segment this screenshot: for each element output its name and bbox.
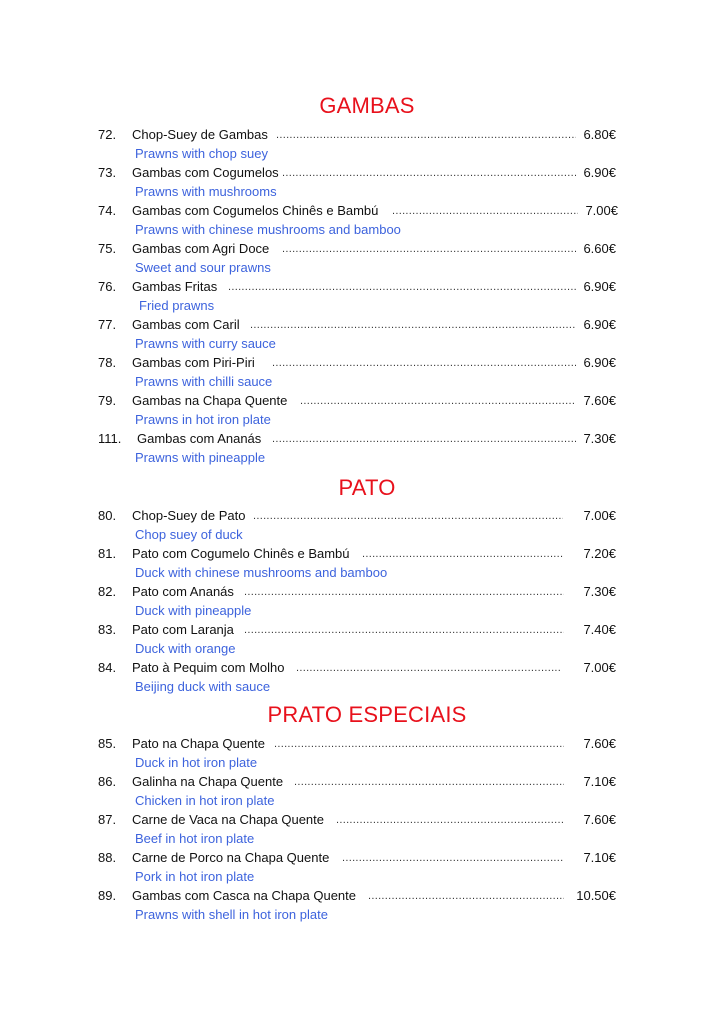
item-number: 75. — [98, 241, 117, 256]
item-translation: Prawns with chilli sauce — [135, 374, 273, 389]
item-price: 7.40€ — [583, 622, 616, 637]
item-name: Pato na Chapa Quente — [132, 736, 265, 751]
item-price: 7.10€ — [583, 850, 616, 865]
item-price: 6.90€ — [583, 165, 616, 180]
leader-dots — [272, 430, 576, 448]
item-number: 79. — [98, 393, 117, 408]
section-title-prato-especiais: PRATO ESPECIAIS — [267, 702, 467, 727]
item-number: 72. — [98, 127, 117, 142]
item-price: 7.30€ — [583, 584, 616, 599]
item-number: 111. — [98, 431, 122, 446]
section-title-gambas: GAMBAS — [319, 93, 415, 118]
item-translation: Pork in hot iron plate — [135, 869, 255, 884]
menu-item — [98, 735, 628, 773]
leader-dots — [276, 126, 576, 144]
menu-item — [98, 811, 628, 849]
item-translation: Beef in hot iron plate — [135, 831, 255, 846]
item-number: 82. — [98, 584, 117, 599]
leader-dots — [362, 545, 563, 563]
menu-item — [98, 659, 628, 697]
menu-item — [98, 887, 628, 925]
item-number: 89. — [98, 888, 117, 903]
item-name: Gambas com Casca na Chapa Quente — [132, 888, 357, 903]
leader-dots — [282, 240, 576, 258]
item-price: 7.20€ — [583, 546, 616, 561]
leader-dots — [294, 773, 564, 791]
item-translation: Chicken in hot iron plate — [135, 793, 275, 808]
item-price: 7.30€ — [583, 431, 616, 446]
section-title-pato: PATO — [338, 475, 396, 500]
menu-item — [98, 545, 628, 583]
item-name: Gambas com Ananás — [137, 431, 262, 446]
leader-dots — [300, 392, 576, 410]
item-name: Galinha na Chapa Quente — [132, 774, 284, 789]
menu-item — [98, 202, 628, 240]
item-translation: Prawns with mushrooms — [135, 184, 277, 199]
leader-dots — [244, 621, 564, 639]
leader-dots — [336, 811, 564, 829]
menu-item — [98, 278, 628, 316]
item-translation: Beijing duck with sauce — [135, 679, 271, 694]
leader-dots — [244, 583, 564, 601]
item-translation: Duck with chinese mushrooms and bamboo — [135, 565, 388, 580]
item-name: Gambas com Caril — [132, 317, 240, 332]
item-number: 85. — [98, 736, 117, 751]
item-translation: Duck with pineapple — [135, 603, 252, 618]
leader-dots — [392, 202, 578, 220]
menu-item — [98, 240, 628, 278]
item-name: Gambas Fritas — [132, 279, 218, 294]
menu-item — [98, 126, 628, 164]
item-number: 88. — [98, 850, 117, 865]
item-price: 7.60€ — [583, 393, 616, 408]
leader-dots — [250, 316, 576, 334]
item-number: 83. — [98, 622, 117, 637]
item-name: Chop-Suey de Pato — [132, 508, 246, 523]
item-price: 6.90€ — [583, 317, 616, 332]
item-name: Carne de Porco na Chapa Quente — [132, 850, 330, 865]
item-name: Pato com Laranja — [132, 622, 234, 637]
item-translation: Prawns with chinese mushrooms and bamboo — [135, 222, 401, 237]
item-name: Gambas com Agri Doce — [132, 241, 270, 256]
item-number: 73. — [98, 165, 117, 180]
item-number: 81. — [98, 546, 117, 561]
item-number: 78. — [98, 355, 117, 370]
item-translation: Prawns in hot iron plate — [135, 412, 271, 427]
menu-item — [98, 430, 628, 468]
item-translation: Prawns with chop suey — [135, 146, 268, 161]
menu-item — [98, 849, 628, 887]
item-name: Gambas com Piri-Piri — [132, 355, 255, 370]
leader-dots — [342, 849, 564, 867]
item-name: Pato com Cogumelo Chinês e Bambú — [132, 546, 350, 561]
leader-dots — [228, 278, 576, 296]
item-translation: Prawns with shell in hot iron plate — [135, 907, 328, 922]
item-name: Carne de Vaca na Chapa Quente — [132, 812, 325, 827]
item-name: Gambas com Cogumelos Chinês e Bambú — [132, 203, 379, 218]
item-number: 76. — [98, 279, 117, 294]
item-price: 7.10€ — [583, 774, 616, 789]
leader-dots — [368, 887, 564, 905]
item-number: 86. — [98, 774, 117, 789]
item-name: Gambas na Chapa Quente — [132, 393, 288, 408]
item-price: 6.80€ — [583, 127, 616, 142]
item-name: Chop-Suey de Gambas — [132, 127, 268, 142]
leader-dots — [282, 164, 576, 182]
item-number: 77. — [98, 317, 117, 332]
item-number: 84. — [98, 660, 117, 675]
item-translation: Sweet and sour prawns — [135, 260, 271, 275]
item-price: 7.60€ — [583, 736, 616, 751]
item-price: 10.50€ — [576, 888, 616, 903]
item-price: 6.60€ — [583, 241, 616, 256]
menu-item — [98, 583, 628, 621]
item-number: 87. — [98, 812, 117, 827]
menu-item — [98, 773, 628, 811]
item-price: 7.60€ — [583, 812, 616, 827]
menu-item — [98, 392, 628, 430]
item-price: 7.00€ — [585, 203, 618, 218]
item-translation: Duck with orange — [135, 641, 236, 656]
leader-dots — [296, 659, 562, 677]
item-name: Gambas com Cogumelos — [132, 165, 279, 180]
item-number: 80. — [98, 508, 117, 523]
menu-item — [98, 354, 628, 392]
item-translation: Prawns with curry sauce — [135, 336, 276, 351]
leader-dots — [272, 354, 576, 372]
item-price: 7.00€ — [583, 508, 616, 523]
item-price: 6.90€ — [583, 279, 616, 294]
item-translation: Duck in hot iron plate — [135, 755, 258, 770]
item-number: 74. — [98, 203, 117, 218]
menu-item — [98, 621, 628, 659]
menu-item — [98, 164, 628, 202]
leader-dots — [253, 507, 563, 525]
menu-item — [98, 507, 628, 545]
item-price: 7.00€ — [583, 660, 616, 675]
item-price: 6.90€ — [583, 355, 616, 370]
leader-dots — [274, 735, 564, 753]
item-translation: Chop suey of duck — [135, 527, 243, 542]
item-name: Pato à Pequim com Molho — [132, 660, 285, 675]
menu-item — [98, 316, 628, 354]
item-translation: Prawns with pineapple — [135, 450, 266, 465]
item-name: Pato com Ananás — [132, 584, 234, 599]
item-translation: Fried prawns — [139, 298, 215, 313]
